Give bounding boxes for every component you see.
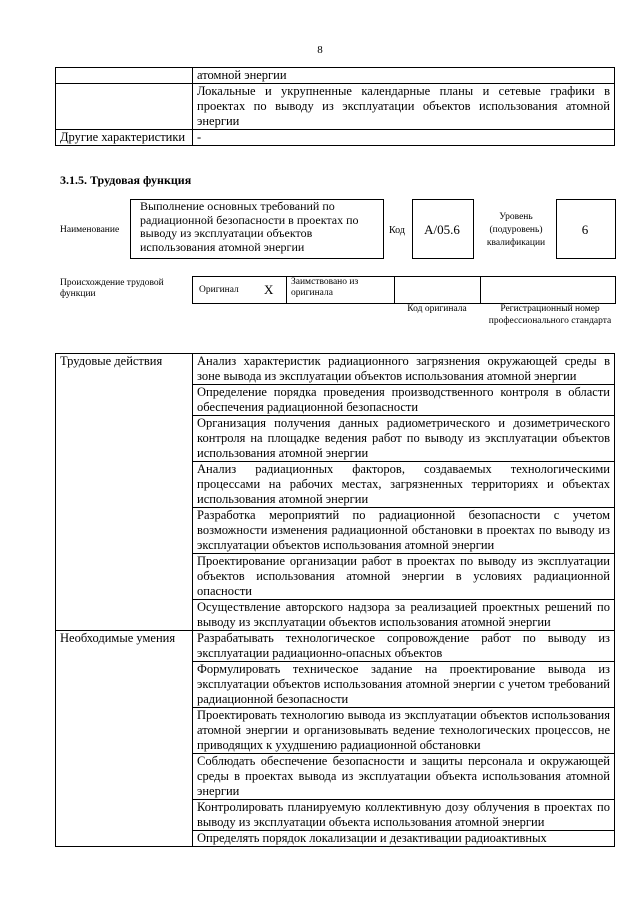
list-item: Формулировать техническое задание на проектирование вывода из эксплуатации объектов использования атомной энергии с учетом требований радиационной безопасности bbox=[193, 662, 615, 708]
list-item: Соблюдать обеспечение безопасности и защиты персонала и окружающей среды в проектах вывода из эксплуатации объекта использования атомной энергии bbox=[193, 754, 615, 800]
row-label bbox=[56, 84, 193, 130]
list-item: Организация получения данных радиометрического и дозиметрического контроля на площадке ведения работ по выводу из эксплуатации объектов использования атомной энергии bbox=[193, 416, 615, 462]
table-row bbox=[56, 68, 615, 84]
group-label: Необходимые умения bbox=[56, 631, 193, 847]
row-text: атомной энергии bbox=[193, 68, 615, 84]
list-item: Разрабатывать технологическое сопровождение работ по выводу из эксплуатации радиационно-опасных объектов bbox=[193, 631, 615, 662]
row-text: - bbox=[193, 130, 615, 146]
list-item: Разработка мероприятий по радиационной безопасности с учетом возможности изменения радиационной обстановки в проектах по выводу из эксплуатации объектов использования атомной энергии bbox=[193, 508, 615, 554]
list-item: Проектирование организации работ в проектах по выводу из эксплуатации объектов использования атомной энергии в условиях радиационной опасности bbox=[193, 554, 615, 600]
list-item: Анализ характеристик радиационного загрязнения окружающей среды в зоне вывода из эксплуатации объектов использования атомной энергии bbox=[193, 354, 615, 385]
section-title: 3.1.5. Трудовая функция bbox=[60, 173, 192, 187]
origin-row bbox=[192, 276, 616, 304]
list-item: Осуществление авторского надзора за реализацией проектных решений по выводу из эксплуатации объектов использования атомной энергии bbox=[193, 600, 615, 631]
divider bbox=[286, 277, 287, 303]
list-item: Определять порядок локализации и дезактивации радиоактивных bbox=[193, 831, 615, 847]
function-name-value: Выполнение основных требований по радиационной безопасности в проектах по выводу из эксплуатации объектов использования атомной энергии bbox=[140, 199, 359, 254]
list-item: Проектировать технологию вывода из эксплуатации объектов использования атомной энергии и организовывать ведение технологических процессов, не приводящих к ухудшению радиационной обстановки bbox=[193, 708, 615, 754]
borrowed-label: Заимствовано из оригинала bbox=[291, 277, 359, 298]
level-value: 6 bbox=[581, 222, 589, 237]
name-label: Наименование bbox=[60, 225, 120, 235]
row-label: Другие характеристики bbox=[56, 130, 193, 146]
row-text: Локальные и укрупненные календарные планы и сетевые графики в проектах по выводу из эксплуатации объектов использования атомной энергии bbox=[193, 84, 615, 130]
top-characteristics-table bbox=[55, 67, 615, 146]
table-row bbox=[56, 354, 615, 385]
code-value: А/05.6 bbox=[424, 222, 460, 237]
table-row bbox=[56, 631, 615, 662]
page-number: 8 bbox=[317, 44, 323, 56]
code-original-caption: Код оригинала bbox=[407, 304, 467, 314]
code-label: Код bbox=[389, 225, 405, 236]
origin-label: Происхождение трудовой функции bbox=[60, 278, 164, 299]
registration-number-caption: Регистрационный номер профессионального стандарта bbox=[488, 304, 612, 326]
group-label: Трудовые действия bbox=[56, 354, 193, 631]
original-mark: Х bbox=[264, 282, 274, 297]
table-row bbox=[56, 130, 615, 146]
labor-function-table bbox=[55, 353, 615, 847]
divider bbox=[480, 277, 481, 303]
level-label: Уровень (подуровень) квалификации bbox=[486, 212, 546, 248]
original-label: Оригинал bbox=[199, 285, 239, 295]
list-item: Определение порядка проведения производственного контроля в области обеспечения радиационной безопасности bbox=[193, 385, 615, 416]
row-label bbox=[56, 68, 193, 84]
list-item: Контролировать планируемую коллективную дозу облучения в проектах по выводу из эксплуатации объекта использования атомной энергии bbox=[193, 800, 615, 831]
list-item: Анализ радиационных факторов, создаваемых технологическими процессами на рабочих местах, загрязненных территориях и объектах использования атомной энергии bbox=[193, 462, 615, 508]
table-row bbox=[56, 84, 615, 130]
